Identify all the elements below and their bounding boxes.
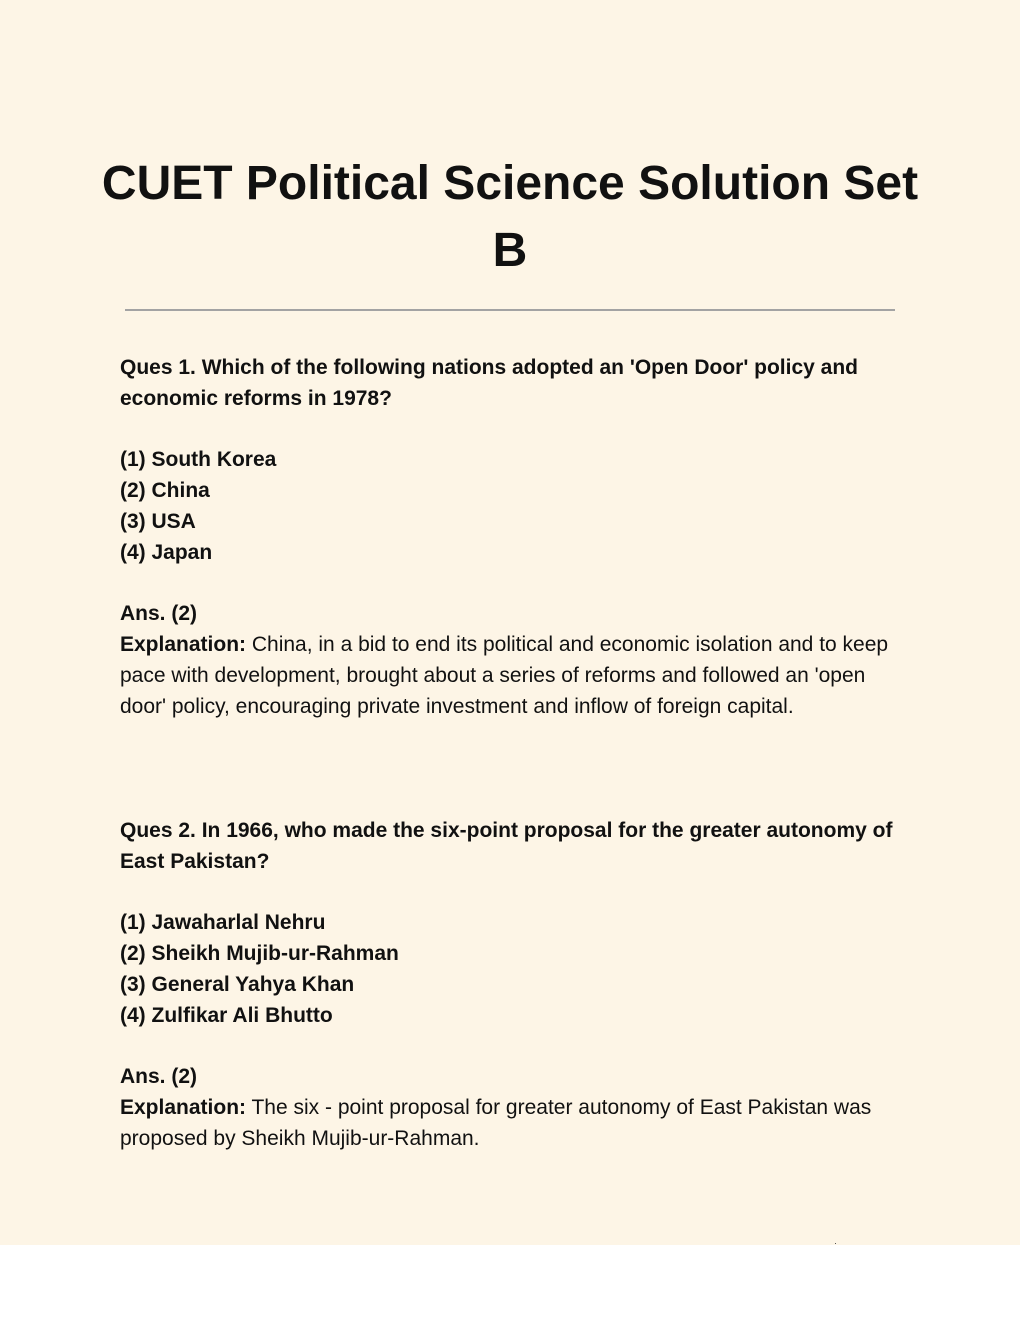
question-block-2 xyxy=(120,815,905,1154)
explanation-label: Explanation: xyxy=(120,633,247,656)
option-item: (2) China xyxy=(120,479,210,502)
option-item: (2) Sheikh Mujib-ur-Rahman xyxy=(120,942,399,965)
explanation-text: China, in a bid to end its political and economic isolation and to keep pace with development, brought about a series of reforms and followed an 'open door' policy, encouraging private investment and inflow of foreign capital. xyxy=(120,633,889,718)
option-item: (4) Zulfikar Ali Bhutto xyxy=(120,1004,333,1027)
question-text: Ques 2. In 1966, who made the six-point proposal for the greater autonomy of East Pakistan? xyxy=(120,819,893,873)
title-divider xyxy=(125,309,895,311)
explanation xyxy=(120,1092,905,1154)
option-item: (4) Japan xyxy=(120,541,213,564)
option-list xyxy=(120,444,905,568)
page-title: CUET Political Science Solution Set B xyxy=(101,157,919,277)
explanation xyxy=(120,629,905,722)
explanation-text: The six - point proposal for greater autonomy of East Pakistan was proposed by Sheikh Mujib-ur-Rahman. xyxy=(120,1096,872,1150)
page-mark xyxy=(835,1243,836,1244)
option-item: (3) General Yahya Khan xyxy=(120,973,355,996)
answer-text: Ans. (2) xyxy=(120,1065,198,1088)
option-item: (1) Jawaharlal Nehru xyxy=(120,911,326,934)
option-item: (3) USA xyxy=(120,510,196,533)
explanation-label: Explanation: xyxy=(120,1096,247,1119)
option-item: (1) South Korea xyxy=(120,448,277,471)
question-text: Ques 1. Which of the following nations adopted an 'Open Door' policy and economic reforms in 1978? xyxy=(120,356,859,410)
answer-text: Ans. (2) xyxy=(120,602,198,625)
option-list xyxy=(120,907,905,1031)
question-block-1 xyxy=(120,352,905,722)
